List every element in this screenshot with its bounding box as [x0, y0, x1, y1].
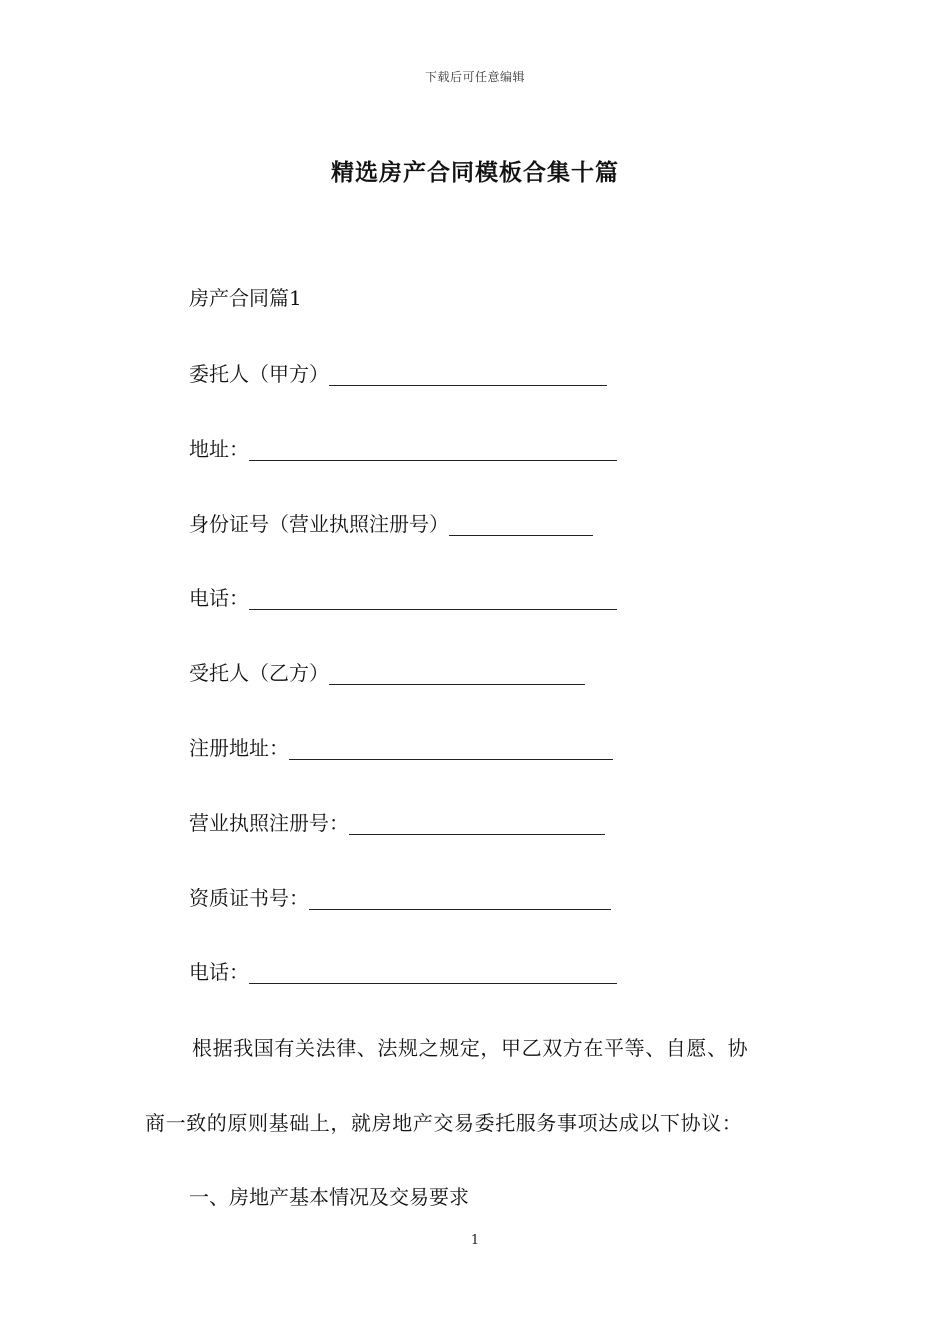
section-title: [189, 284, 302, 312]
field-id-number: [189, 510, 593, 538]
field-registered-address-blank: [289, 739, 613, 760]
field-qualification-number: [189, 884, 611, 912]
field-address: [189, 435, 617, 463]
field-principal: [189, 360, 607, 388]
field-phone-b-label: 电话：: [189, 960, 249, 984]
field-address-label: 地址：: [189, 437, 249, 461]
field-phone-a-blank: [249, 589, 617, 610]
header-note: 下载后可任意编辑: [424, 70, 525, 84]
field-id-number-label: 身份证号（营业执照注册号）: [189, 512, 449, 536]
clause-heading: 一、房地产基本情况及交易要求: [189, 1185, 469, 1209]
field-license-number: [189, 809, 605, 837]
document-title: 精选房产合同模板合集十篇: [331, 159, 619, 186]
field-qualification-number-blank: [309, 889, 611, 910]
field-registered-address-label: 注册地址：: [189, 736, 289, 760]
field-phone-b: [189, 958, 617, 986]
section-title-text: 房产合同篇1: [189, 286, 302, 310]
field-id-number-blank: [449, 515, 593, 536]
field-registered-address: [189, 734, 613, 762]
field-license-number-blank: [349, 814, 605, 835]
field-qualification-number-label: 资质证书号：: [189, 886, 309, 910]
field-agent: [189, 659, 585, 687]
field-agent-blank: [329, 664, 585, 685]
agreement-paragraph-line-2: 商一致的原则基础上，就房地产交易委托服务事项达成以下协议：: [145, 1111, 743, 1135]
page-number: 1: [470, 1233, 480, 1248]
field-principal-blank: [329, 365, 607, 386]
field-address-blank: [249, 440, 617, 461]
field-agent-label: 受托人（乙方）: [189, 661, 329, 685]
field-phone-a-label: 电话：: [189, 586, 249, 610]
field-license-number-label: 营业执照注册号：: [189, 811, 349, 835]
field-phone-b-blank: [249, 963, 617, 984]
agreement-paragraph-line-1: 根据我国有关法律、法规之规定，甲乙双方在平等、自愿、协: [192, 1036, 749, 1060]
field-phone-a: [189, 584, 617, 612]
field-principal-label: 委托人（甲方）: [189, 362, 329, 386]
